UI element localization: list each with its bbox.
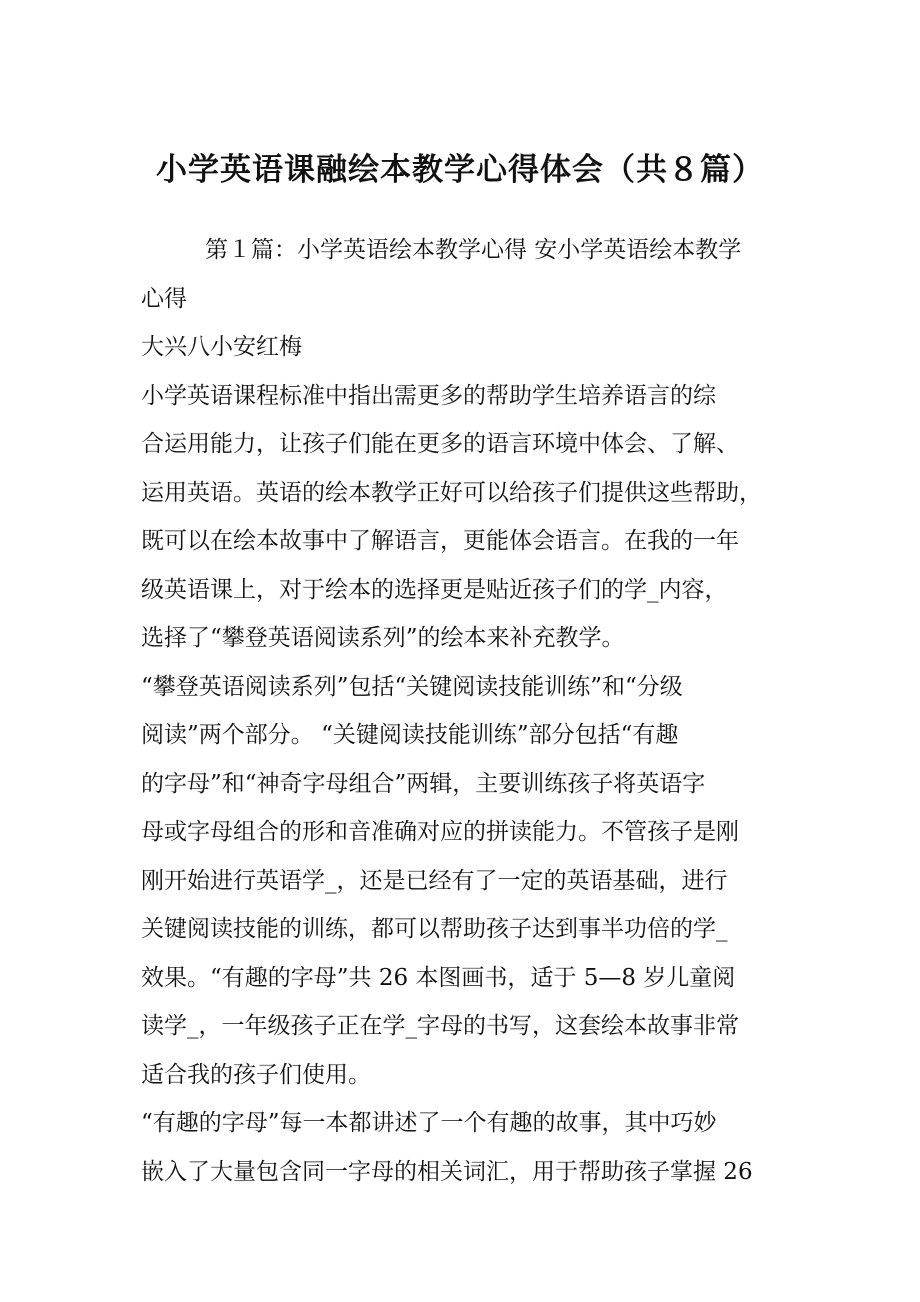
paragraph-line: 母或字母组合的形和音准确对应的拼读能力。不管孩子是刚 — [141, 819, 739, 845]
paragraph-line: 运用英语。英语的绘本教学正好可以给孩子们提供这些帮助， — [141, 479, 762, 506]
paragraph-line: 刚开始进行英语学_，还是已经有了一定的英语基础，进行 — [141, 867, 728, 894]
paragraph-line: 嵌入了大量包含同一字母的相关词汇，用于帮助孩子掌握 26 — [141, 1158, 753, 1185]
paragraph-line: 的字母”和“神奇字母组合”两辑，主要训练孩子将英语字 — [141, 770, 706, 797]
paragraph-line: 适合我的孩子们使用。 — [141, 1061, 371, 1088]
paragraph-line: 关键阅读技能的训练，都可以帮助孩子达到事半功倍的学_ — [141, 916, 728, 942]
chapter-heading-line: 第１篇：小学英语绘本教学心得 安小学英语绘本教学 — [205, 237, 742, 263]
document-title: 小学英语课融绘本教学心得体会（共８篇） — [156, 152, 764, 188]
paragraph-line: 选择了“攀登英语阅读系列”的绘本来补充教学。 — [141, 625, 625, 651]
paragraph-line: “有趣的字母”每一本都讲述了一个有趣的故事，其中巧妙 — [141, 1110, 717, 1136]
paragraph-line: 效果。“有趣的字母”共 26 本图画书，适于 5—8 岁儿童阅 — [141, 964, 736, 991]
chapter-heading-line: 心得 — [141, 285, 187, 312]
paragraph-line: 级英语课上，对于绘本的选择更是贴近孩子们的学_内容， — [141, 576, 728, 603]
paragraph-line: 读学_，一年级孩子正在学_字母的书写，这套绘本故事非常 — [141, 1013, 739, 1039]
author-line: 大兴八小安红梅 — [141, 334, 302, 360]
paragraph-line: 合运用能力，让孩子们能在更多的语言环境中体会、了解、 — [141, 431, 739, 457]
paragraph-line: 阅读”两个部分。 “关键阅读技能训练”部分包括“有趣 — [141, 722, 679, 748]
paragraph-line: 小学英语课程标准中指出需更多的帮助学生培养语言的综 — [141, 382, 716, 409]
paragraph-line: 既可以在绘本故事中了解语言，更能体会语言。在我的一年 — [141, 528, 739, 554]
paragraph-line: “攀登英语阅读系列”包括“关键阅读技能训练”和“分级 — [141, 673, 683, 700]
document-body — [141, 226, 791, 1196]
